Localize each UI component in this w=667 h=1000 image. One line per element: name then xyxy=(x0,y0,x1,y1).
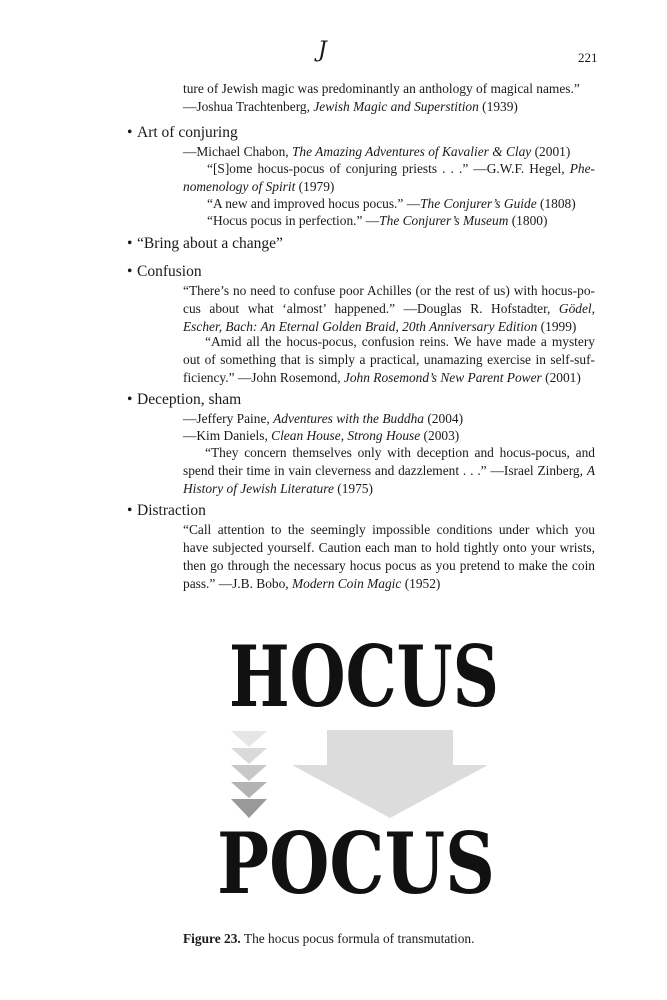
quote-text: “A new and improved hocus pocus.” — xyxy=(207,196,421,211)
chevron-1 xyxy=(231,731,267,747)
heading-label: Art of conjuring xyxy=(137,124,238,141)
citation-year: (1999) xyxy=(537,319,577,334)
citation-year: (1952) xyxy=(401,576,441,591)
word-hocus: HOCUS xyxy=(229,627,499,726)
citation-year: (1939) xyxy=(478,99,518,114)
citation-title: Gödel, Escher, Bach: An Eternal Golden Braid, 20th Anniversary Edition xyxy=(183,301,595,334)
chevron-arrow-icon xyxy=(231,731,267,818)
citation-title: The Amazing Adventures of Kavalier & Clay xyxy=(291,144,532,159)
quote-text: “[S]ome hocus-pocus of conjuring priests . . .” —G.W.F. Hegel, xyxy=(207,161,570,176)
citation-year: (2001) xyxy=(531,144,571,159)
heading-label: Confusion xyxy=(137,263,202,280)
caption-label: Figure 23. xyxy=(183,931,241,946)
citation-title: Modern Coin Magic xyxy=(292,576,402,591)
citation-year: (1975) xyxy=(333,481,373,496)
quote-text: “Amid all the hocus-pocus, confusion reins. We have made a mystery out of something that is simply a practical, unamazing exercise in self-suf-ficiency.” —John Rosemond, xyxy=(183,334,595,385)
citation-author: —Kim Daniels, xyxy=(183,428,272,443)
citation-author: —Joshua Trachtenberg, xyxy=(183,99,314,114)
citation-title: Jewish Magic and Superstition xyxy=(313,99,479,114)
bullet-icon: • xyxy=(127,235,133,252)
citation-year: (1808) xyxy=(536,196,576,211)
intro-line: ture of Jewish magic was predominantly an anthology of magical names.” xyxy=(183,81,580,96)
citation-title: Phe- xyxy=(569,161,595,176)
header-ornament: J xyxy=(318,38,327,63)
heading-label: Deception, sham xyxy=(137,391,242,408)
caption-text: The hocus pocus formula of transmutation. xyxy=(240,931,475,946)
citation-title: A History of Jewish Literature xyxy=(183,463,595,496)
citation-author: —Jeffery Paine, xyxy=(183,411,274,426)
citation-title: John Rosemond’s New Parent Power xyxy=(343,370,542,385)
chevron-3 xyxy=(231,765,267,781)
quote-text: “Call attention to the seemingly impossible conditions under which you have subjected yourself. Caution each man to hold tightly onto your wrists, then go through the necessary hocus pocus as you pretend to make the coin pass.” —J.B. Bobo, xyxy=(183,522,595,591)
quote-text: “Hocus pocus in perfection.” — xyxy=(207,213,380,228)
citation-title: nomenology of Spirit xyxy=(183,179,296,194)
page-number: 221 xyxy=(578,50,598,65)
heading-label: Distraction xyxy=(137,502,206,519)
citation-year: (1979) xyxy=(295,179,335,194)
citation-author: —Michael Chabon, xyxy=(183,144,292,159)
heading-label: “Bring about a change” xyxy=(137,235,283,252)
down-arrow-icon xyxy=(292,730,488,818)
citation-year: (2004) xyxy=(424,411,464,426)
citation-year: (2003) xyxy=(420,428,460,443)
citation-title: The Conjurer’s Guide xyxy=(420,196,537,211)
citation-title: Clean House, Strong House xyxy=(271,428,421,443)
quote-text: “They concern themselves only with deception and hocus-pocus, and spend their time in vain cleverness and dazzlement . . .” —Israel Zinberg, xyxy=(183,445,595,478)
bullet-icon: • xyxy=(127,502,133,519)
citation-title: The Conjurer’s Museum xyxy=(379,213,509,228)
figure-caption xyxy=(183,931,474,947)
word-pocus: POCUS xyxy=(217,814,495,913)
quote-text: “There’s no need to confuse poor Achilles (or the rest of us) with hocus-po-cus about what ‘almost’ happened.” —Douglas R. Hofstadter, xyxy=(183,283,595,316)
chevron-2 xyxy=(231,748,267,764)
bullet-icon: • xyxy=(127,391,133,408)
citation-year: (1800) xyxy=(508,213,548,228)
citation-year: (2001) xyxy=(541,370,581,385)
chevron-4 xyxy=(231,782,267,798)
citation-title: Adventures with the Buddha xyxy=(273,411,424,426)
bullet-icon: • xyxy=(127,263,133,280)
bullet-icon: • xyxy=(127,124,133,141)
